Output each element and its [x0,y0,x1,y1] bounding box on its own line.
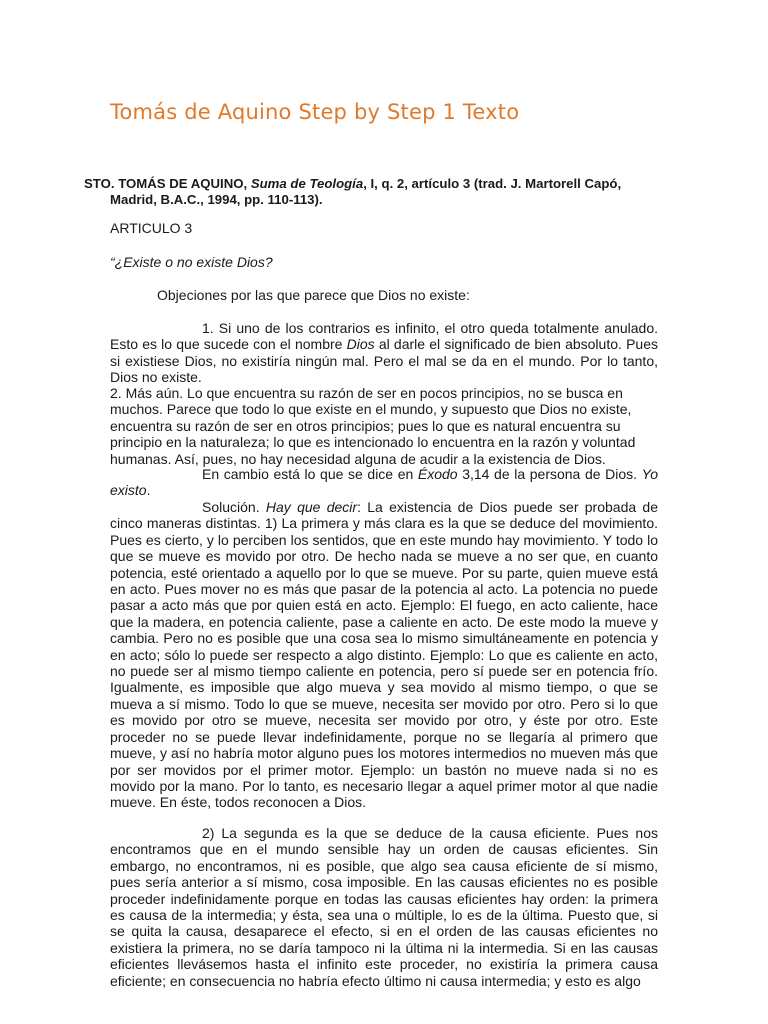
second-way-text: 2) La segunda es la que se deduce de la causa eficiente. Pues nos encontramos que en el mundo sensible hay un orden de causas eficientes. Sin embargo, no encontramos, ni es posible, que algo sea causa eficiente de sí mismo, pues sería anterior a sí mismo, cosa imposible. En las causas eficientes no es posible proceder indefinidamente porque en todas las causas eficientes hay orden: la primera es causa de la intermedia; y ésta, sea una o múltiple, lo es de la última. Puesto que, si se quita la causa, desaparece el efecto, si en el orden de las causas eficientes no existiera la primera, no se daría tampoco ni la última ni la intermedia. Si en las causas eficientes llevásemos hasta el infinito este proceder, no existiría la primera causa eficiente; en consecuencia no habría efecto último ni causa intermedia; y esto es algo [110,825,658,989]
objection-2: 2. Más aún. Lo que encuentra su razón de ser en pocos principios, no se busca en muchos. Parece que todo lo que existe en el mundo, y supuesto que Dios no existe, encuentra su razón de ser en otros principios; pues lo que es natural encuentra su principio en la naturaleza; lo que es intencionado lo encuentra en la razón y voluntad humanas. Así, pues, no hay necesidad alguna de acudir a la existencia de Dios. [110,385,636,467]
article-question: “¿Existe o no existe Dios? [110,254,273,270]
citation-work: Suma de Teología [250,176,364,191]
solution-paragraph [110,499,658,811]
objection-1-text-end: al darle el significado de bien absoluto. Pues si existiese Dios, no existiría ningún mal. Pero el mal se da en el mundo. Por lo tanto, Dios no existe. [110,336,658,386]
second-way-paragraph [110,825,658,989]
citation-publisher: Madrid, B.A.C., 1994, pp. 110-113). [110,192,323,207]
objection-1-text: 1. Si uno de los contrarios es infinito, el otro queda totalmente anulado. Esto es lo que sucede con el nombre [110,320,658,353]
solution-text: : La existencia de Dios puede ser probada de cinco maneras distintas. 1) La primera y más clara es la que se deduce del movimiento. Pues es cierto, y lo perciben los sentidos, que en este mundo hay movimiento. Y todo lo que se mueve es movido por otro. De hecho nada se mueve a no ser que, en cuanto potencia, esté orientado a aquello por lo que se mueve. Por su parte, quien mueve está en acto. Pues mover no es más que pasar de la potencia al acto. La potencia no puede pasar a acto más que por quien está en acto. Ejemplo: El fuego, en acto caliente, hace que la madera, en potencia caliente, pase a caliente en acto. De este modo la mueve y cambia. Pero no es posible que una cosa sea lo mismo simultáneamente en potencia y en acto; sólo lo puede ser respecto a algo distinto. Ejemplo: Lo que es caliente en acto, no puede ser al mismo tiempo caliente en potencia, pero sí puede ser en potencia frío. Igualmente, es imposible que algo mueva y sea movido al mismo tiempo, o que se mueva a sí mismo. Todo lo que se mueve, necesita ser movido por otro. Pero si lo que es movido por otro se mueve, necesita ser movido por otro, y éste por otro. Este proceder no se puede llevar indefinidamente, porque no se llegaría al primero que mueve, y así no habría motor alguno pues los motores intermedios no mueven más que por ser movidos por el primer motor. Ejemplo: un bastón no mueve nada si no es movido por la mano. Por lo tanto, es necesario llegar a aquel primer motor al que nadie mueve. En éste, todos reconocen a Dios. [110,499,659,811]
objection-1-emphasis: Dios [346,336,375,353]
citation-rest: , I, q. 2, artículo 3 (trad. J. Martorell Capó, [363,176,622,191]
sed-contra-quote: Yo existo [110,466,658,499]
objections-intro: Objeciones por las que parece que Dios no existe: [157,287,470,303]
sed-contra-end: . [146,482,151,499]
article-heading: ARTICULO 3 [110,220,193,236]
sed-contra-middle: 3,14 de la persona de Dios. [457,466,642,482]
solution-label: Solución. [202,499,266,515]
sed-contra-text: En cambio está lo que se dice en [202,466,418,482]
solution-emphasis: Hay que decir [265,499,358,515]
sed-contra-book: Éxodo [417,466,458,482]
objection-1 [110,320,658,386]
sed-contra [110,466,658,499]
citation-author: STO. TOMÁS DE AQUINO, [84,176,248,191]
page-title: Tomás de Aquino Step by Step 1 Texto [110,100,520,124]
citation [84,176,660,208]
